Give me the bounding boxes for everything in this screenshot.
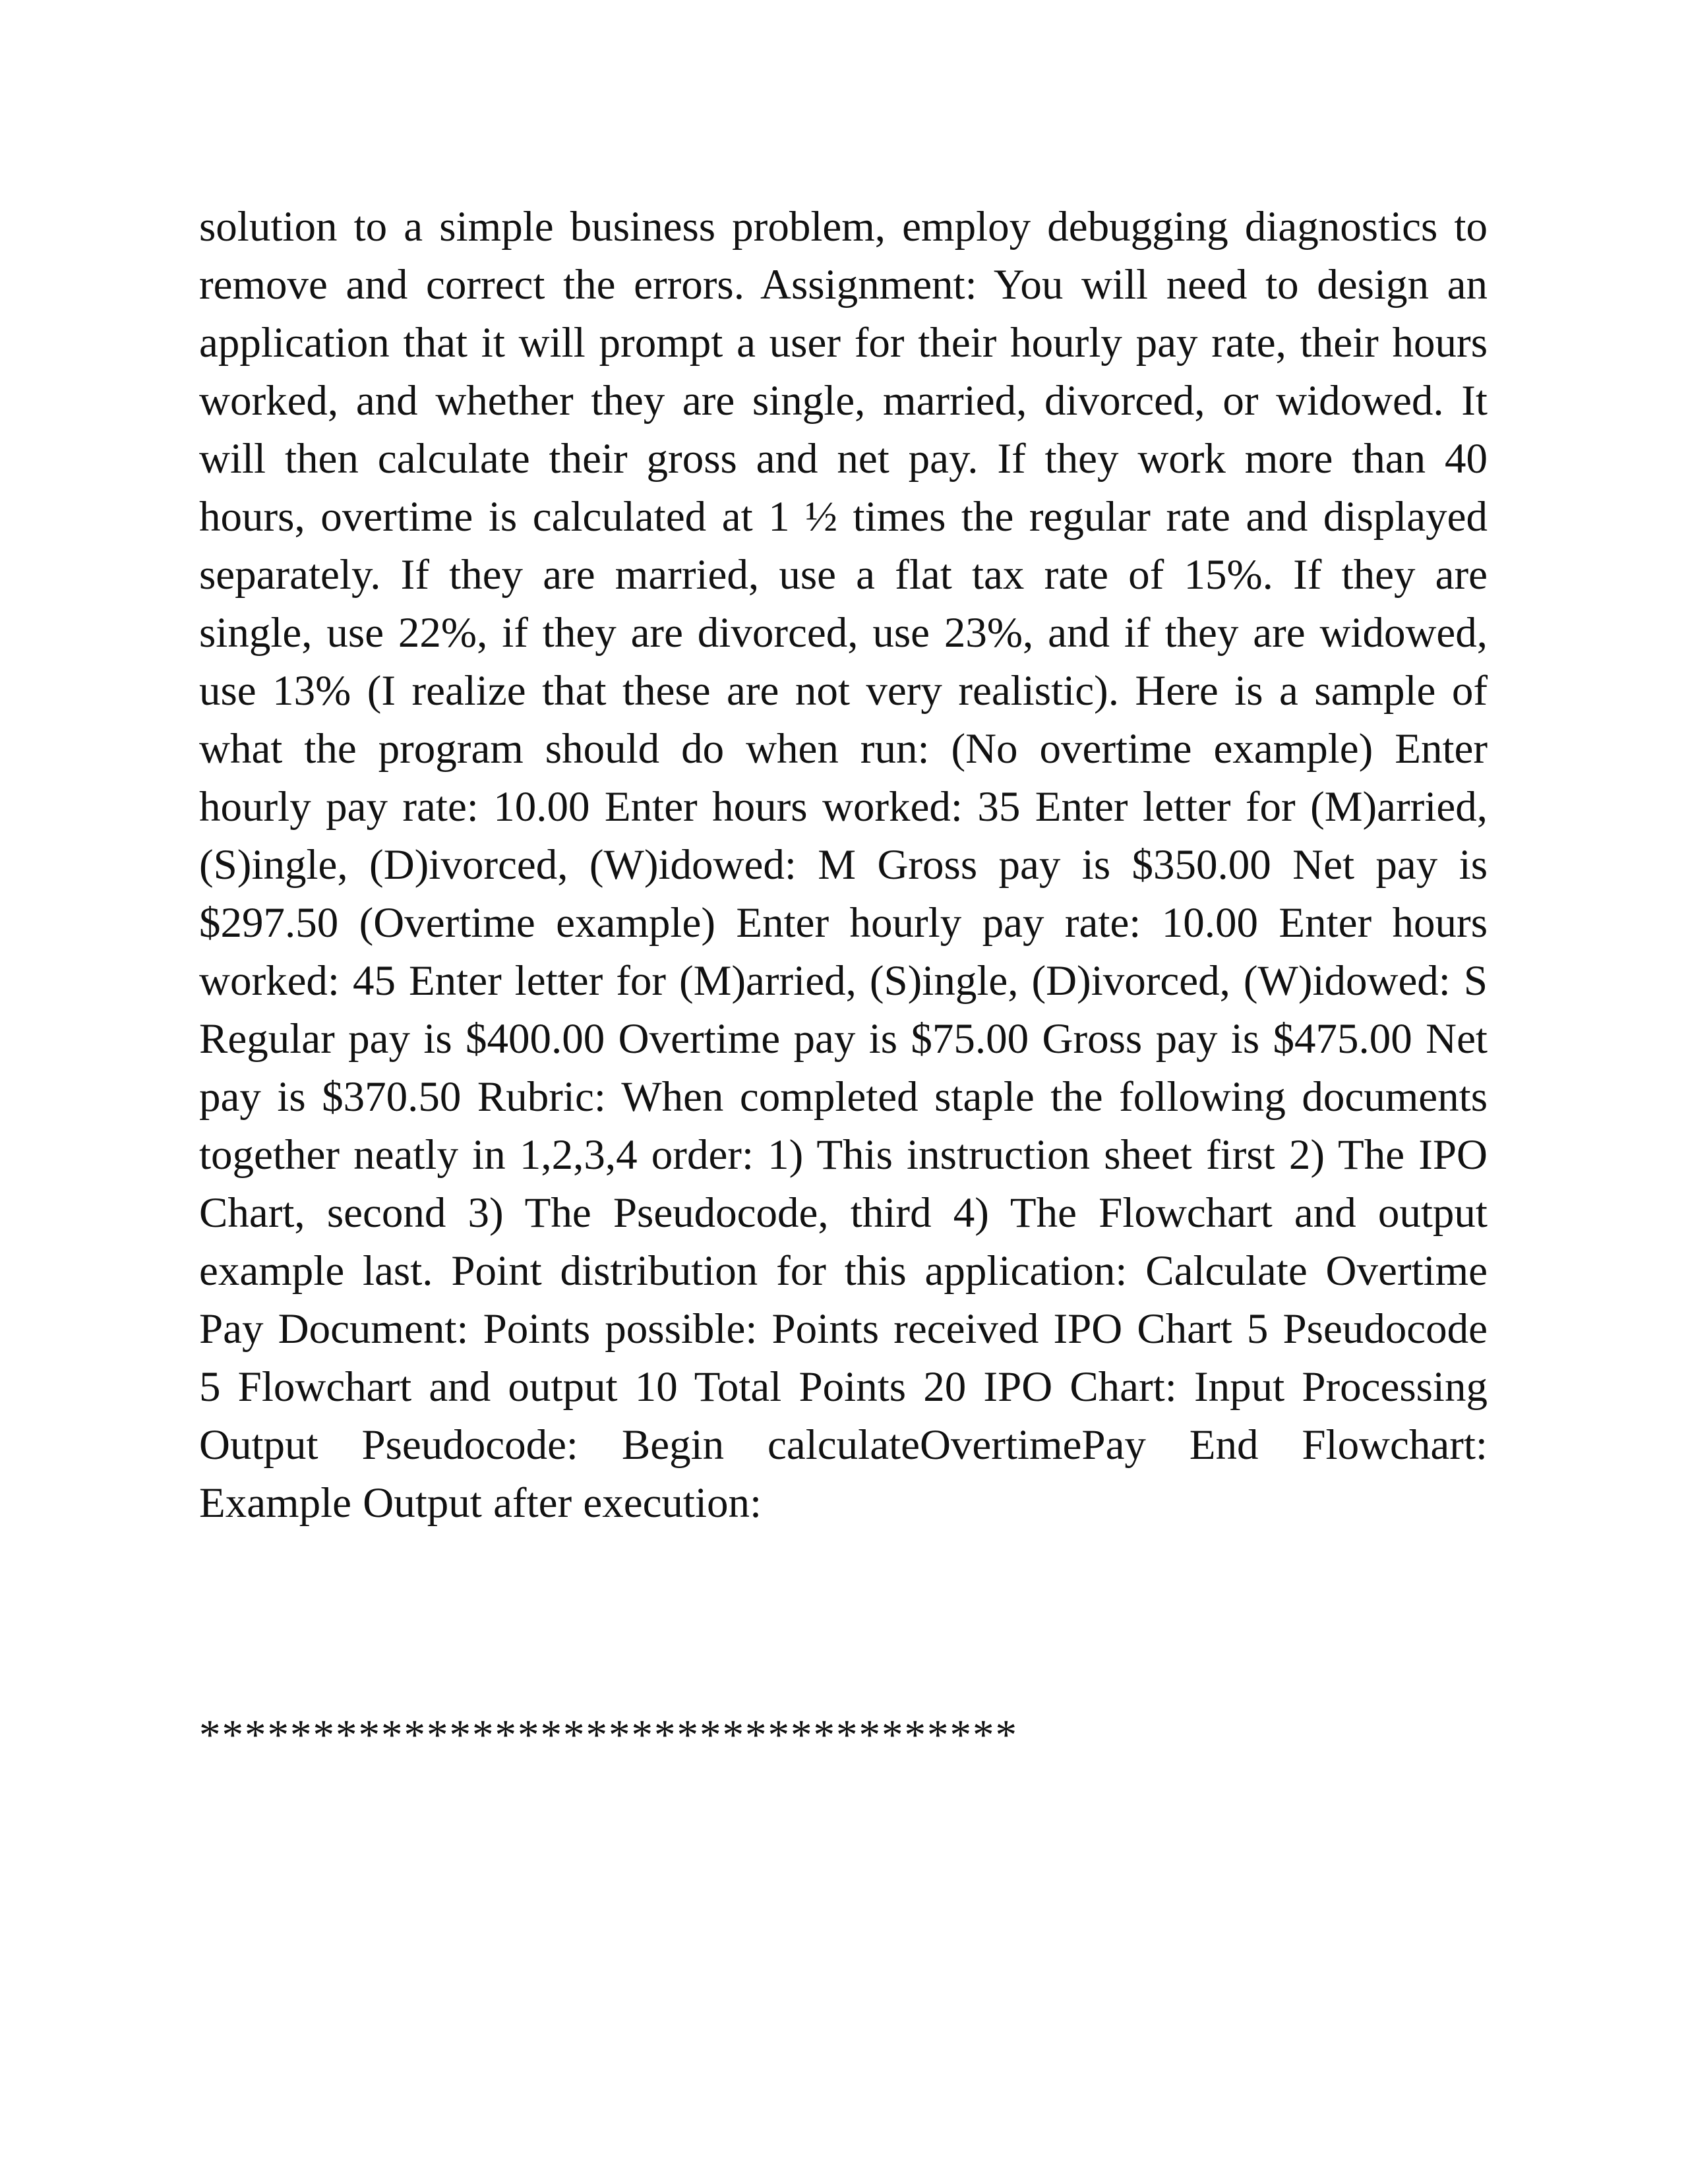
asterisk-separator: ************************************	[199, 1711, 1018, 1759]
instruction-paragraph: solution to a simple business problem, employ debugging diagnostics to remove and correct the errors. Assignment: You will need to design an application that it will prompt a user for their hourly pay rate, their hours worked, and whether they are single, married, divorced, or widowed. It will then calculate their gross and net pay. If they work more than 40 hours, overtime is calculated at 1 ½ times the regular rate and displayed separately. If they are married, use a flat tax rate of 15%. If they are single, use 22%, if they are divorced, use 23%, and if they are widowed, use 13% (I realize that these are not very realistic). Here is a sample of what the program should do when run: (No overtime example) Enter hourly pay rate: 10.00 Enter hours worked: 35 Enter letter for (M)arried, (S)ingle, (D)ivorced, (W)idowed: M Gross pay is $350.00 Net pay is $297.50 (Overtime example) Enter hourly pay rate: 10.00 Enter hours worked: 45 Enter letter for (M)arried, (S)ingle, (D)ivorced, (W)idowed: S Regular pay is $400.00 Overtime pay is $75.00 Gross pay is $475.00 Net pay is $370.50 Rubric: When completed staple the following documents together neatly in 1,2,3,4 order: 1) This instruction sheet first 2) The IPO Chart, second 3) The Pseudocode, third 4) The Flowchart and output example last. Point distribution for this application: Calculate Overtime Pay Document: Points possible: Points received IPO Chart 5 Pseudocode 5 Flowchart and output 10 Total Points 20 IPO Chart: Input Processing Output Pseudocode: Begin calculateOvertimePay End Flowchart: Example Output after execution:	[199, 203, 1488, 1527]
